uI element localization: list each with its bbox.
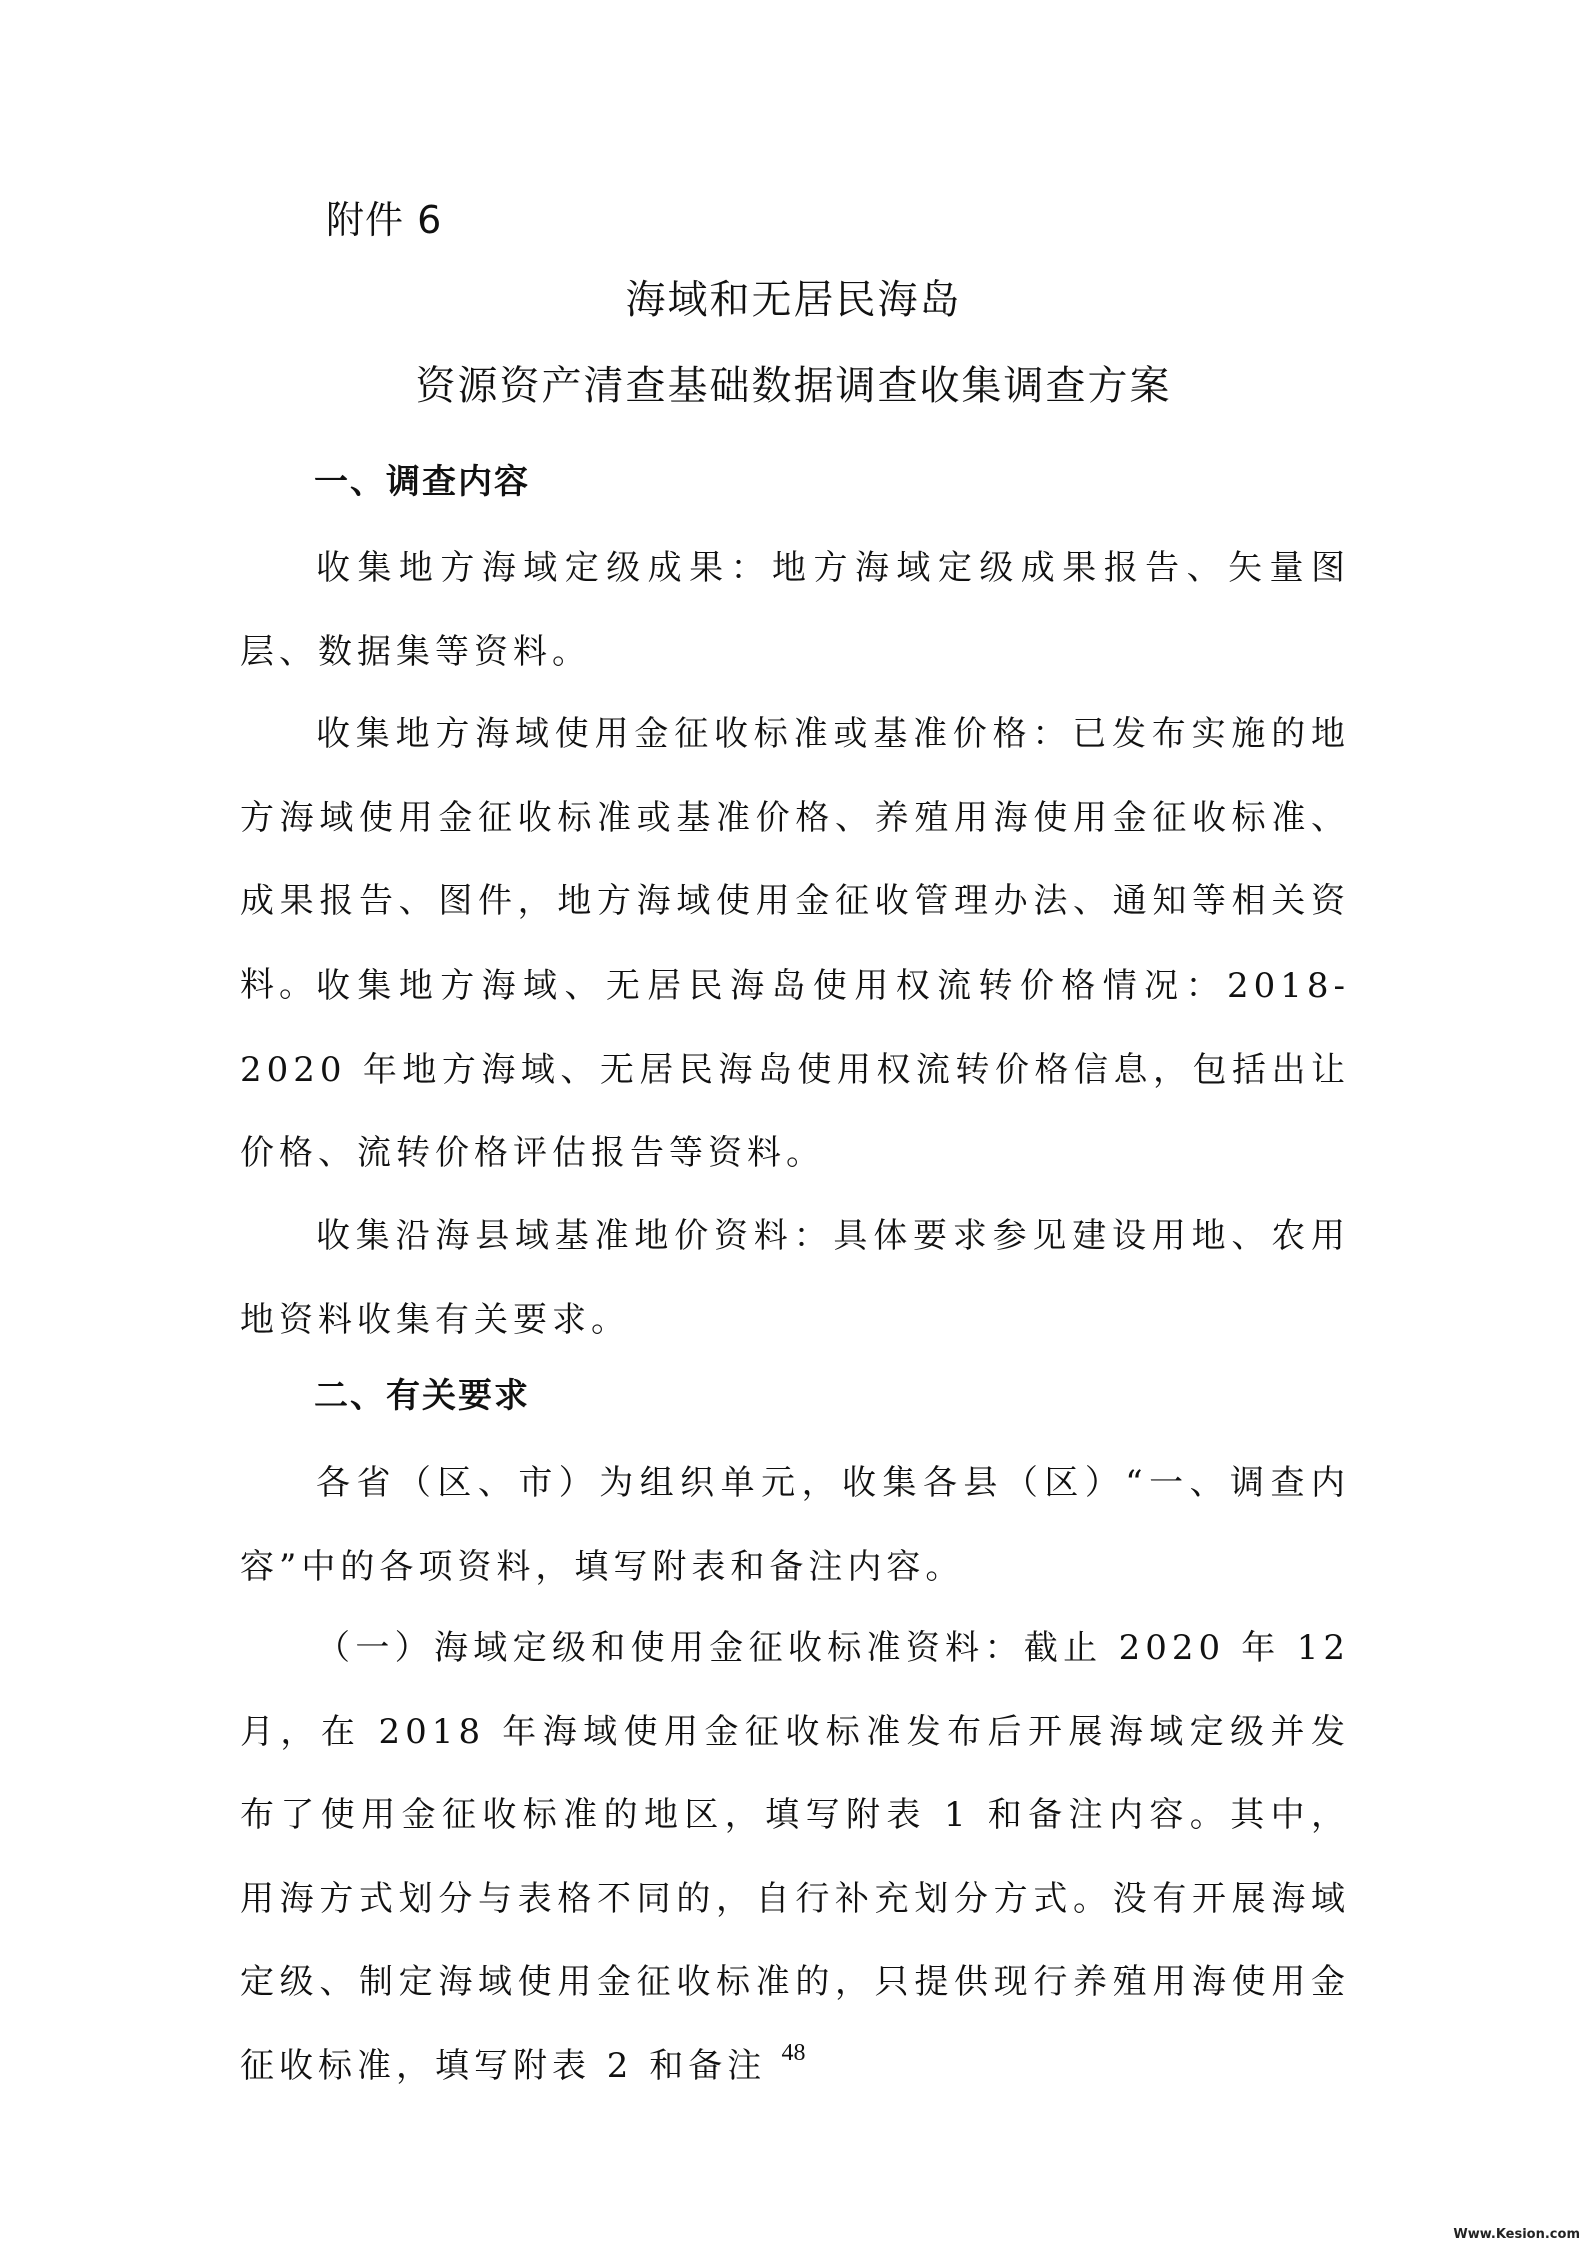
section-heading-survey-content: 一、调查内容 [314, 462, 530, 502]
document-title-line-1: 海域和无居民海岛 [625, 277, 962, 323]
watermark: Www.Kesion.com [1450, 2226, 1583, 2243]
document-title-line-2: 资源资产清查基础数据调查收集调查方案 [415, 363, 1172, 409]
attachment-label: 附件 6 [326, 198, 443, 242]
section-heading-requirements: 二、有关要求 [314, 1376, 530, 1416]
paragraph-benchmark-land-price: 收集沿海县域基准地价资料：具体要求参见建设用地、农用地资料收集有关要求。 [240, 1216, 1350, 1340]
paragraph-usage-fee-standard: 收集地方海域使用金征收标准或基准价格：已发布实施的地方海域使用金征收标准或基准价格、养殖用海使用金征收标准、成果报告、图件，地方海域使用金征收管理办法、通知等相关资料。 [240, 714, 1350, 1005]
paragraph-transfer-price: 收集地方海域、无居民海岛使用权流转价格情况：2018-2020 年地方海域、无居民海岛使用权流转价格信息，包括出让价格、流转价格评估报告等资料。 [240, 966, 1350, 1173]
paragraph-grading-fee-data: （一）海域定级和使用金征收标准资料：截止 2020 年 12 月，在 2018 年海域使用金征收标准发布后开展海域定级并发布了使用金征收标准的地区，填写附表 1 和备注内容。其中，用海方式划分与表格不同的，自行补充划分方式。没有开展海域定级、制定海域使用金征收标准的，只提供现行养殖用海使用金征收标准，填写附表 2 和备注 [240, 1628, 1350, 2086]
page-number: 48 [781, 2040, 806, 2066]
paragraph-organization-unit: 各省（区、市）为组织单元，收集各县（区）“一、调查内容”中的各项资料，填写附表和备注内容。 [240, 1463, 1350, 1587]
paragraph-sea-area-grading: 收集地方海域定级成果：地方海域定级成果报告、矢量图层、数据集等资料。 [240, 548, 1350, 672]
